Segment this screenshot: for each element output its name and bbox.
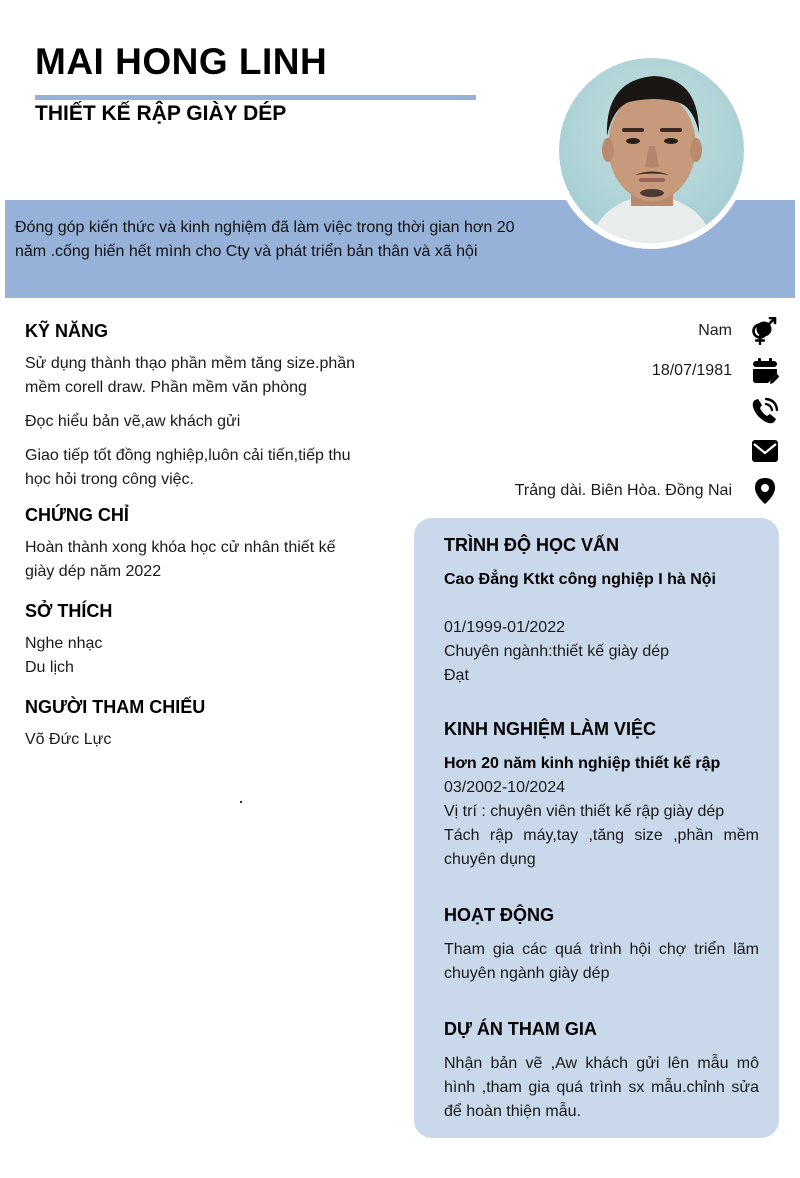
experience-section [444,716,759,872]
activities-description: Tham gia các quá trình hội chợ triển lãm chuyên ngành giày dép [444,941,759,982]
avatar [559,58,744,243]
hobby-item: Du lịch [25,659,74,676]
certificate-item: Hoàn thành xong khóa học cử nhân thiết kế giày dép năm 2022 [25,539,336,580]
certificates-section [25,502,365,584]
calendar-icon [750,356,780,386]
experience-period: 03/2002-10/2024 [444,779,565,796]
certificates-heading: CHỨNG CHỈ [25,505,129,525]
experience-heading: KINH NGHIỆM LÀM VIỆC [444,719,657,739]
contact-gender [420,315,780,347]
activities-heading: HOẠT ĐỘNG [444,905,554,925]
education-major: Chuyên ngành:thiết kế giày dép [444,643,670,660]
experience-title: Hơn 20 năm kinh nghiệp thiết kế rập [444,755,721,772]
experience-position: Vị trí : chuyên viên thiết kế rập giày dép [444,803,725,820]
projects-heading: DỰ ÁN THAM GIA [444,1019,597,1039]
stray-dot [240,801,242,803]
contact-email[interactable] [420,435,780,467]
hobby-item: Nghe nhạc [25,635,103,652]
left-column [25,318,365,752]
birthdate-value: 18/07/1981 [651,362,732,379]
references-section [25,694,365,752]
job-title: THIẾT KẾ RẬP GIÀY DÉP [35,102,287,125]
references-heading: NGƯỜI THAM CHIẾU [25,697,206,717]
portrait-photo [559,58,744,243]
hobbies-heading: SỞ THÍCH [25,601,113,621]
hobbies-section [25,598,365,680]
skills-section [25,318,365,492]
projects-description: Nhận bản vẽ ,Aw khách gửi lên mẫu mô hình ,tham gia quá trình sx mẫu.chỉnh sửa để hoàn thiện mẫu. [444,1055,759,1120]
title-divider [35,95,476,100]
email-icon [750,436,780,466]
gender-icon [750,316,780,346]
skill-item: Sử dụng thành thạo phần mềm tăng size.phần mềm corell draw. Phần mềm văn phòng [25,355,356,396]
right-panel [414,518,779,1138]
education-heading: TRÌNH ĐỘ HỌC VẤN [444,535,619,555]
skill-item: Giao tiếp tốt đồng nghiệp,luôn cải tiến,tiếp thu học hỏi trong công việc. [25,447,351,488]
education-section [444,532,759,688]
contact-birthdate [420,355,780,387]
education-result: Đạt [444,667,469,684]
education-school: Cao Đẳng Ktkt công nghiệp I hà Nội [444,571,716,588]
projects-section [444,1016,759,1124]
skills-heading: KỸ NĂNG [25,321,109,341]
experience-description: Tách rập máy,tay ,tăng size ,phần mềm chuyên dụng [444,827,759,868]
education-period: 01/1999-01/2022 [444,619,565,636]
address-value: Trảng dài. Biên Hòa. Đồng Nai [514,482,732,499]
contact-address [420,475,780,507]
location-icon [750,476,780,506]
career-summary: Đóng góp kiến thức và kinh nghiệm đã làm việc trong thời gian hơn 20 năm .cống hiến hết mình cho Cty và phát triển bản thân và xã hội [15,219,515,260]
activities-section [444,902,759,986]
phone-icon [750,396,780,426]
candidate-name: MAI HONG LINH [35,41,328,82]
skill-item: Đọc hiểu bản vẽ,aw khách gửi [25,413,241,430]
contact-phone[interactable] [420,395,780,427]
gender-value: Nam [698,322,732,339]
reference-item: Võ Đức Lực [25,731,112,748]
